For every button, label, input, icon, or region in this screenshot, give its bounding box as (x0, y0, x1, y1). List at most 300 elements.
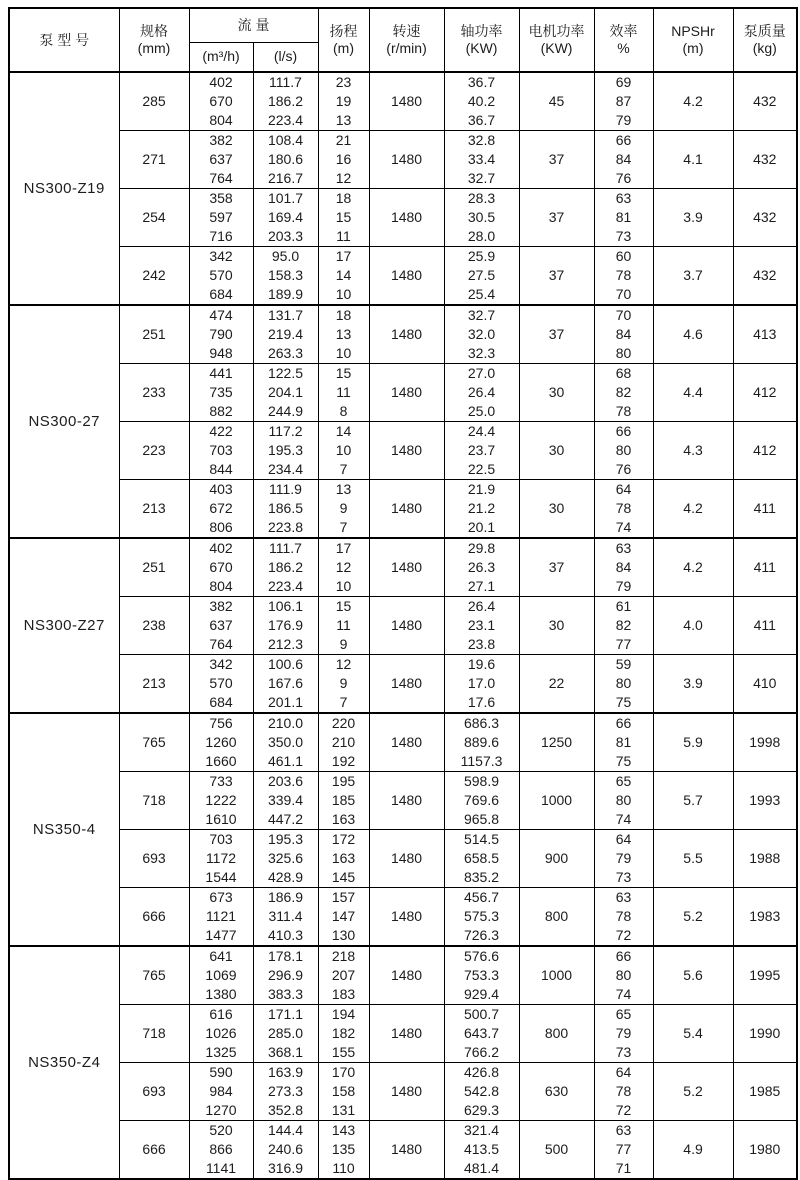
head-cell-value: 185 (331, 792, 356, 808)
flow-ls-cell (253, 946, 318, 1005)
flow-ls-cell (253, 655, 318, 714)
head-cell-value: 9 (339, 500, 348, 516)
flow-m3h-cell-value: 1477 (205, 927, 237, 943)
shaft-power-cell (444, 131, 519, 189)
flow-ls-cell-value: 352.8 (267, 1102, 304, 1118)
shaft-power-cell-value: 426.8 (463, 1064, 500, 1080)
head-cell (318, 538, 369, 597)
head-cell-value: 19 (335, 93, 352, 109)
flow-m3h-cell-value: 358 (209, 190, 233, 206)
efficiency-cell (594, 305, 653, 364)
efficiency-cell-value: 77 (615, 636, 632, 652)
flow-m3h-cell-value: 641 (209, 948, 233, 964)
flow-ls-cell-value: 111.7 (269, 540, 302, 556)
weight-cell: 1983 (733, 888, 797, 947)
head-cell-value: 145 (331, 869, 356, 885)
flow-ls-cell-value: 350.0 (267, 734, 304, 750)
flow-m3h-cell (189, 655, 253, 714)
efficiency-cell (594, 597, 653, 655)
head-cell (318, 422, 369, 480)
head-cell-value: 16 (335, 151, 352, 167)
flow-ls-cell-value: 186.2 (267, 559, 304, 575)
speed-cell: 1480 (369, 72, 444, 131)
flow-ls-cell (253, 189, 318, 247)
speed-cell: 1480 (369, 1063, 444, 1121)
spec-cell: 693 (119, 1063, 189, 1121)
flow-m3h-cell (189, 480, 253, 539)
flow-m3h-cell-value: 735 (209, 384, 233, 400)
flow-ls-cell-value: 100.6 (267, 656, 304, 672)
speed-cell: 1480 (369, 946, 444, 1005)
flow-m3h-cell-value: 684 (209, 694, 233, 710)
weight-cell: 1988 (733, 830, 797, 888)
npshr-cell: 5.5 (653, 830, 733, 888)
shaft-power-cell-value: 32.0 (467, 326, 496, 342)
npshr-cell: 4.0 (653, 597, 733, 655)
table-row (9, 305, 797, 364)
shaft-power-cell-value: 500.7 (463, 1006, 500, 1022)
col-header-efficiency (594, 8, 653, 72)
efficiency-cell-value: 77 (615, 1141, 632, 1157)
table-row (9, 597, 797, 655)
head-cell (318, 655, 369, 714)
flow-m3h-cell-value: 474 (209, 307, 233, 323)
flow-ls-cell-value: 189.9 (267, 286, 304, 302)
flow-ls-cell-value: 447.2 (267, 811, 304, 827)
motor-power-cell: 630 (519, 1063, 594, 1121)
flow-ls-cell-value: 201.1 (267, 694, 304, 710)
spec-cell: 251 (119, 305, 189, 364)
speed-cell: 1480 (369, 422, 444, 480)
col-header-flow-ls: (l/s) (253, 42, 318, 72)
shaft-power-cell-value: 658.5 (463, 850, 500, 866)
flow-m3h-cell-value: 804 (209, 112, 233, 128)
head-cell-value: 18 (335, 190, 352, 206)
head-cell-value: 163 (331, 811, 356, 827)
flow-ls-cell-value: 296.9 (267, 967, 304, 983)
efficiency-cell-value: 63 (615, 540, 632, 556)
head-cell (318, 946, 369, 1005)
efficiency-cell-value: 66 (615, 423, 632, 439)
flow-m3h-cell-value: 382 (209, 598, 233, 614)
efficiency-cell-value: 79 (615, 1025, 632, 1041)
head-cell-value: 192 (331, 753, 356, 769)
table-row (9, 830, 797, 888)
npshr-cell: 5.2 (653, 888, 733, 947)
weight-cell: 1993 (733, 772, 797, 830)
spec-cell: 233 (119, 364, 189, 422)
flow-m3h-cell-value: 672 (209, 500, 233, 516)
efficiency-cell (594, 72, 653, 131)
head-cell-value: 220 (331, 715, 356, 731)
weight-cell: 1980 (733, 1121, 797, 1180)
flow-ls-cell-value: 325.6 (267, 850, 304, 866)
head-cell-value: 18 (335, 307, 352, 323)
efficiency-cell-value: 64 (615, 481, 632, 497)
speed-cell: 1480 (369, 1121, 444, 1180)
head-cell-value: 170 (331, 1064, 356, 1080)
weight-cell: 1985 (733, 1063, 797, 1121)
shaft-power-cell-value: 753.3 (463, 967, 500, 983)
spec-cell: 213 (119, 480, 189, 539)
motor-power-cell: 37 (519, 538, 594, 597)
col-header-flow-m3h: (m³/h) (189, 42, 253, 72)
col-header-efficiency-label: 效率 (609, 23, 638, 39)
shaft-power-cell-value: 36.7 (467, 112, 496, 128)
shaft-power-cell-value: 27.1 (467, 578, 496, 594)
shaft-power-cell-value: 28.3 (467, 190, 496, 206)
head-cell-value: 14 (335, 423, 352, 439)
npshr-cell: 4.2 (653, 538, 733, 597)
efficiency-cell-value: 80 (615, 967, 632, 983)
efficiency-cell-value: 78 (615, 1083, 632, 1099)
shaft-power-cell (444, 713, 519, 772)
flow-m3h-cell-value: 1380 (205, 986, 237, 1002)
flow-ls-cell-value: 117.2 (268, 423, 303, 439)
head-cell-value: 11 (336, 384, 351, 400)
spec-cell: 242 (119, 247, 189, 306)
speed-cell: 1480 (369, 1005, 444, 1063)
flow-m3h-cell (189, 830, 253, 888)
head-cell-value: 182 (331, 1025, 356, 1041)
flow-m3h-cell-value: 716 (209, 228, 233, 244)
flow-ls-cell-value: 163.9 (267, 1064, 304, 1080)
table-row (9, 247, 797, 306)
head-cell-value: 21 (335, 132, 352, 148)
col-header-speed-unit: (r/min) (386, 40, 427, 56)
motor-power-cell: 1000 (519, 946, 594, 1005)
head-cell-value: 110 (332, 1160, 355, 1176)
shaft-power-cell-value: 32.7 (467, 307, 496, 323)
shaft-power-cell-value: 21.2 (467, 500, 496, 516)
spec-cell: 666 (119, 888, 189, 947)
col-header-flow: 流 量 (189, 8, 318, 42)
table-row (9, 713, 797, 772)
flow-m3h-cell (189, 772, 253, 830)
shaft-power-cell (444, 888, 519, 947)
shaft-power-cell-value: 30.5 (467, 209, 496, 225)
flow-ls-cell-value: 263.3 (267, 345, 304, 361)
head-cell-value: 10 (335, 286, 352, 302)
head-cell-value: 15 (335, 209, 352, 225)
shaft-power-cell-value: 929.4 (463, 986, 500, 1002)
col-header-head-label: 扬程 (329, 23, 358, 39)
speed-cell: 1480 (369, 480, 444, 539)
efficiency-cell-value: 82 (615, 617, 632, 633)
efficiency-cell-value: 78 (615, 908, 632, 924)
head-cell-value: 131 (331, 1102, 356, 1118)
efficiency-cell-value: 63 (615, 190, 632, 206)
shaft-power-cell (444, 364, 519, 422)
shaft-power-cell-value: 1157.3 (460, 753, 503, 769)
shaft-power-cell (444, 830, 519, 888)
flow-m3h-cell-value: 764 (209, 170, 233, 186)
npshr-cell: 5.9 (653, 713, 733, 772)
spec-cell: 693 (119, 830, 189, 888)
flow-ls-cell-value: 131.7 (267, 307, 304, 323)
motor-power-cell: 22 (519, 655, 594, 714)
table-header (9, 8, 797, 72)
efficiency-cell-value: 79 (615, 112, 632, 128)
col-header-npshr-label: NPSHr (671, 23, 715, 39)
shaft-power-cell-value: 889.6 (463, 734, 500, 750)
efficiency-cell-value: 78 (615, 403, 632, 419)
flow-ls-cell-value: 234.4 (267, 461, 304, 477)
npshr-cell: 4.2 (653, 72, 733, 131)
shaft-power-cell (444, 1121, 519, 1180)
table-row (9, 480, 797, 539)
motor-power-cell: 800 (519, 888, 594, 947)
efficiency-cell (594, 480, 653, 539)
head-cell-value: 163 (331, 850, 356, 866)
head-cell (318, 247, 369, 306)
weight-cell: 432 (733, 131, 797, 189)
flow-m3h-cell-value: 616 (209, 1006, 233, 1022)
col-header-motor-power-unit: (KW) (540, 40, 573, 56)
head-cell-value: 23 (335, 74, 352, 90)
flow-m3h-cell-value: 1069 (205, 967, 237, 983)
motor-power-cell: 500 (519, 1121, 594, 1180)
speed-cell: 1480 (369, 131, 444, 189)
motor-power-cell: 37 (519, 131, 594, 189)
efficiency-cell-value: 66 (615, 715, 632, 731)
flow-ls-cell (253, 1063, 318, 1121)
flow-m3h-cell-value: 402 (209, 74, 233, 90)
motor-power-cell: 37 (519, 189, 594, 247)
flow-m3h-cell (189, 888, 253, 947)
flow-ls-cell-value: 219.4 (267, 326, 304, 342)
shaft-power-cell (444, 422, 519, 480)
flow-ls-cell-value: 223.4 (267, 112, 304, 128)
shaft-power-cell-value: 542.8 (463, 1083, 500, 1099)
flow-m3h-cell-value: 806 (209, 519, 233, 535)
flow-ls-cell (253, 772, 318, 830)
head-cell-value: 10 (335, 578, 352, 594)
header-row-1 (9, 8, 797, 42)
weight-cell: 432 (733, 189, 797, 247)
flow-m3h-cell-value: 790 (209, 326, 233, 342)
flow-ls-cell-value: 223.8 (267, 519, 304, 535)
flow-ls-cell-value: 316.9 (267, 1160, 304, 1176)
flow-ls-cell-value: 204.1 (267, 384, 304, 400)
efficiency-cell-value: 76 (615, 461, 632, 477)
efficiency-cell (594, 655, 653, 714)
shaft-power-cell-value: 575.3 (463, 908, 500, 924)
motor-power-cell: 30 (519, 597, 594, 655)
flow-m3h-cell-value: 733 (209, 773, 233, 789)
shaft-power-cell (444, 1063, 519, 1121)
shaft-power-cell-value: 26.4 (467, 384, 496, 400)
flow-m3h-cell-value: 590 (209, 1064, 233, 1080)
shaft-power-cell-value: 32.7 (467, 170, 496, 186)
speed-cell: 1480 (369, 713, 444, 772)
head-cell-value: 10 (335, 442, 352, 458)
efficiency-cell (594, 946, 653, 1005)
flow-ls-cell-value: 171.1 (267, 1006, 304, 1022)
head-cell-value: 194 (331, 1006, 356, 1022)
col-header-weight-unit: (kg) (752, 40, 777, 56)
flow-m3h-cell-value: 570 (209, 267, 233, 283)
efficiency-cell-value: 71 (615, 1160, 632, 1176)
spec-cell: 765 (119, 713, 189, 772)
efficiency-cell-value: 65 (615, 1006, 632, 1022)
motor-power-cell: 30 (519, 422, 594, 480)
shaft-power-cell-value: 27.0 (467, 365, 496, 381)
flow-m3h-cell (189, 131, 253, 189)
shaft-power-cell (444, 946, 519, 1005)
npshr-cell: 3.9 (653, 655, 733, 714)
efficiency-cell-value: 80 (615, 792, 632, 808)
flow-m3h-cell-value: 570 (209, 675, 233, 691)
spec-cell: 666 (119, 1121, 189, 1180)
speed-cell: 1480 (369, 597, 444, 655)
speed-cell: 1480 (369, 830, 444, 888)
col-header-speed-label: 转速 (392, 23, 421, 39)
spec-cell: 285 (119, 72, 189, 131)
col-header-npshr (653, 8, 733, 72)
motor-power-cell: 1250 (519, 713, 594, 772)
flow-ls-cell-value: 339.4 (267, 792, 304, 808)
flow-m3h-cell-value: 844 (209, 461, 233, 477)
head-cell-value: 130 (331, 927, 356, 943)
shaft-power-cell-value: 23.8 (467, 636, 496, 652)
pump-model-cell: NS300-Z27 (9, 538, 119, 713)
weight-cell: 412 (733, 422, 797, 480)
flow-m3h-cell-value: 684 (209, 286, 233, 302)
shaft-power-cell-value: 24.4 (467, 423, 496, 439)
head-cell-value: 218 (331, 948, 356, 964)
efficiency-cell-value: 78 (615, 267, 632, 283)
speed-cell: 1480 (369, 247, 444, 306)
shaft-power-cell-value: 769.6 (463, 792, 500, 808)
table-row (9, 72, 797, 131)
efficiency-cell-value: 70 (615, 286, 632, 302)
shaft-power-cell-value: 26.4 (467, 598, 496, 614)
spec-cell: 238 (119, 597, 189, 655)
shaft-power-cell (444, 655, 519, 714)
head-cell-value: 157 (331, 889, 356, 905)
flow-ls-cell (253, 713, 318, 772)
head-cell-value: 135 (331, 1141, 356, 1157)
efficiency-cell (594, 772, 653, 830)
flow-ls-cell (253, 1005, 318, 1063)
flow-ls-cell-value: 95.0 (271, 248, 300, 264)
efficiency-cell-value: 72 (615, 927, 632, 943)
speed-cell: 1480 (369, 305, 444, 364)
head-cell (318, 72, 369, 131)
weight-cell: 1998 (733, 713, 797, 772)
shaft-power-cell-value: 23.1 (467, 617, 496, 633)
head-cell (318, 364, 369, 422)
flow-m3h-cell-value: 403 (209, 481, 233, 497)
head-cell (318, 305, 369, 364)
flow-m3h-cell-value: 1141 (205, 1160, 237, 1176)
speed-cell: 1480 (369, 888, 444, 947)
shaft-power-cell-value: 21.9 (467, 481, 496, 497)
npshr-cell: 5.6 (653, 946, 733, 1005)
efficiency-cell-value: 68 (615, 365, 632, 381)
table-row (9, 422, 797, 480)
flow-ls-cell-value: 108.4 (267, 132, 304, 148)
flow-ls-cell-value: 195.3 (267, 442, 304, 458)
head-cell-value: 10 (335, 345, 352, 361)
motor-power-cell: 37 (519, 247, 594, 306)
efficiency-cell-value: 80 (615, 675, 632, 691)
shaft-power-cell-value: 643.7 (463, 1025, 500, 1041)
flow-m3h-cell-value: 670 (209, 559, 233, 575)
shaft-power-cell-value: 413.5 (463, 1141, 500, 1157)
col-header-head-unit: (m) (333, 40, 355, 56)
col-header-motor-power-label: 电机功率 (528, 23, 585, 39)
pump-model-cell: NS300-27 (9, 305, 119, 538)
spec-cell: 718 (119, 1005, 189, 1063)
flow-m3h-cell (189, 713, 253, 772)
efficiency-cell-value: 75 (615, 694, 632, 710)
efficiency-cell-value: 64 (615, 831, 632, 847)
table-row (9, 364, 797, 422)
col-header-spec-unit: (mm) (137, 40, 171, 56)
efficiency-cell-value: 81 (615, 734, 632, 750)
flow-m3h-cell-value: 1121 (205, 908, 237, 924)
shaft-power-cell-value: 598.9 (463, 773, 500, 789)
motor-power-cell: 37 (519, 305, 594, 364)
head-cell (318, 772, 369, 830)
flow-m3h-cell-value: 703 (209, 442, 233, 458)
shaft-power-cell-value: 20.1 (467, 519, 496, 535)
table-row (9, 538, 797, 597)
npshr-cell: 3.9 (653, 189, 733, 247)
shaft-power-cell (444, 189, 519, 247)
head-cell-value: 195 (331, 773, 356, 789)
efficiency-cell-value: 78 (615, 500, 632, 516)
flow-ls-cell-value: 212.3 (267, 636, 304, 652)
flow-ls-cell-value: 285.0 (267, 1025, 304, 1041)
shaft-power-cell (444, 772, 519, 830)
head-cell (318, 189, 369, 247)
col-header-npshr-unit: (m) (682, 40, 704, 56)
efficiency-cell-value: 74 (615, 811, 632, 827)
flow-m3h-cell (189, 946, 253, 1005)
flow-ls-cell (253, 422, 318, 480)
weight-cell: 412 (733, 364, 797, 422)
speed-cell: 1480 (369, 189, 444, 247)
efficiency-cell (594, 713, 653, 772)
head-cell-value: 12 (335, 170, 352, 186)
weight-cell: 411 (733, 597, 797, 655)
flow-ls-cell-value: 167.6 (267, 675, 304, 691)
shaft-power-cell-value: 576.6 (463, 948, 500, 964)
efficiency-cell-value: 75 (615, 753, 632, 769)
flow-ls-cell-value: 223.4 (267, 578, 304, 594)
motor-power-cell: 900 (519, 830, 594, 888)
head-cell (318, 1063, 369, 1121)
flow-ls-cell-value: 216.7 (267, 170, 304, 186)
weight-cell: 410 (733, 655, 797, 714)
head-cell-value: 8 (339, 403, 348, 419)
shaft-power-cell-value: 686.3 (463, 715, 500, 731)
head-cell (318, 713, 369, 772)
flow-ls-cell-value: 311.4 (268, 908, 303, 924)
efficiency-cell (594, 189, 653, 247)
flow-m3h-cell-value: 1544 (205, 869, 237, 885)
flow-ls-cell-value: 410.3 (267, 927, 304, 943)
npshr-cell: 4.2 (653, 480, 733, 539)
head-cell-value: 13 (335, 112, 352, 128)
efficiency-cell (594, 888, 653, 947)
motor-power-cell: 1000 (519, 772, 594, 830)
pump-spec-table (8, 7, 798, 1180)
spec-cell: 718 (119, 772, 189, 830)
